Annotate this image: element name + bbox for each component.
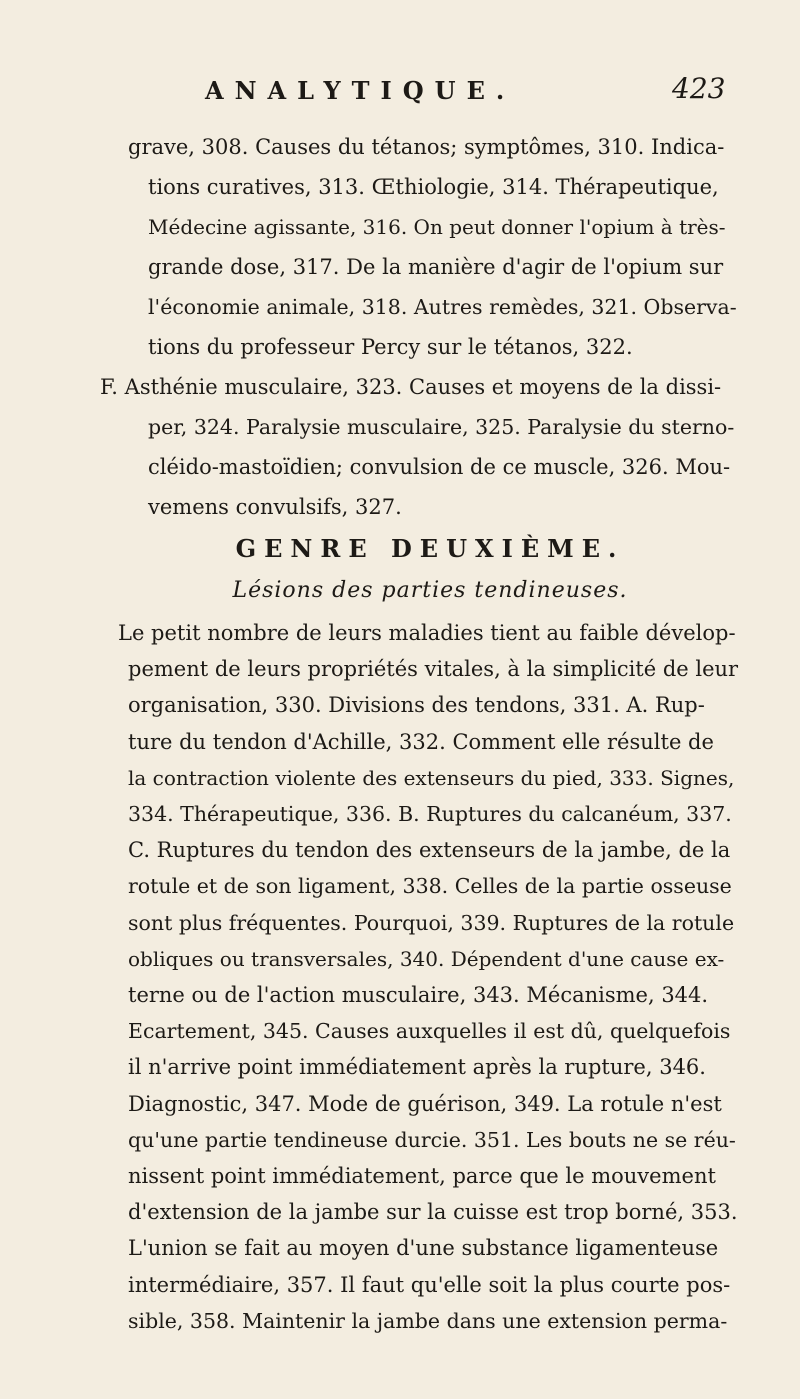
text-line: l'économie animale, 318. Autres remèdes, 321. Observa- (148, 295, 737, 319)
text-line: per, 324. Paralysie musculaire, 325. Paralysie du sterno- (148, 415, 735, 439)
text-line: Ecartement, 345. Causes auxquelles il est dû, quelquefois (128, 1019, 731, 1044)
text-line: sible, 358. Maintenir la jambe dans une extension perma- (128, 1308, 728, 1333)
text-line: obliques ou transversales, 340. Dépendent d'une cause ex- (128, 946, 725, 971)
text-line: tions du professeur Percy sur le tétanos, 322. (148, 335, 633, 359)
text-line: pement de leurs propriétés vitales, à la simplicité de leur (128, 657, 739, 682)
text-line: intermédiaire, 357. Il faut qu'elle soit la plus courte pos- (128, 1272, 731, 1297)
text-line: d'extension de la jambe sur la cuisse est trop borné, 353. (128, 1200, 738, 1225)
section-heading: GENRE DEUXIÈME. (235, 534, 625, 563)
text-line: nissent point immédiatement, parce que le mouvement (128, 1164, 716, 1188)
text-line: qu'une partie tendineuse durcie. 351. Les bouts ne se réu- (128, 1127, 736, 1152)
page-number: 423 (672, 72, 726, 105)
text-line: organisation, 330. Divisions des tendons, 331. A. Rup- (128, 693, 705, 718)
text-line: C. Ruptures du tendon des extenseurs de la jambe, de la (128, 838, 731, 863)
text-line: rotule et de son ligament, 338. Celles de la partie osseuse (128, 874, 732, 899)
text-line: ture du tendon d'Achille, 332. Comment elle résulte de (128, 729, 714, 754)
text-line: sont plus fréquentes. Pourquoi, 339. Ruptures de la rotule (128, 910, 735, 935)
text-line: vemens convulsifs, 327. (148, 495, 402, 519)
page-header (0, 70, 800, 110)
text-line: L'union se fait au moyen d'une substance ligamenteuse (128, 1236, 719, 1261)
text-line: terne ou de l'action musculaire, 343. Mécanisme, 344. (128, 983, 709, 1007)
text-line: grave, 308. Causes du tétanos; symptômes, 310. Indica- (128, 135, 725, 159)
text-line: Médecine agissante, 316. On peut donner l'opium à très- (148, 215, 726, 239)
text-line: tions curatives, 313. Œthiologie, 314. Thérapeutique, (148, 175, 719, 199)
running-title: ANALYTIQUE. (205, 76, 516, 105)
text-line: il n'arrive point immédiatement après la rupture, 346. (128, 1055, 706, 1080)
text-line: Le petit nombre de leurs maladies tient au faible dévelop- (118, 621, 736, 645)
text-line: F. Asthénie musculaire, 323. Causes et moyens de la dissi- (100, 375, 722, 399)
text-line: Diagnostic, 347. Mode de guérison, 349. La rotule n'est (128, 1091, 722, 1116)
section-subheading: Lésions des parties tendineuses. (232, 578, 628, 603)
text-line: grande dose, 317. De la manière d'agir de l'opium sur (148, 255, 724, 279)
text-line: cléido-mastoïdien; convulsion de ce muscle, 326. Mou- (148, 455, 731, 479)
text-line: 334. Thérapeutique, 336. B. Ruptures du calcanéum, 337. (128, 802, 732, 826)
text-line: la contraction violente des extenseurs du pied, 333. Signes, (128, 765, 735, 790)
